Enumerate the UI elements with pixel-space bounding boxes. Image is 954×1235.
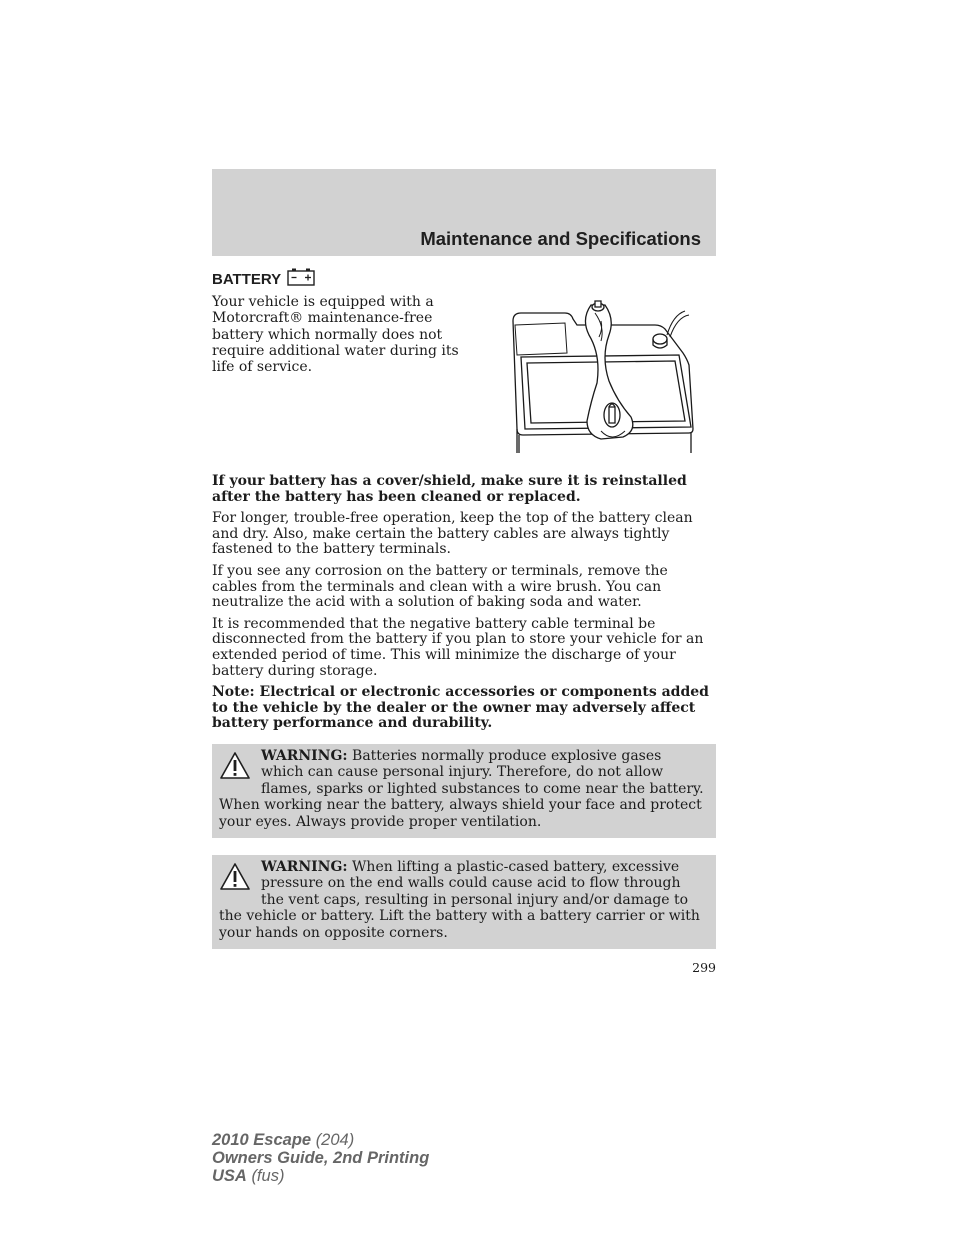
footer-market-line	[212, 1167, 429, 1185]
paragraph-storage: It is recommended that the negative battery cable terminal be disconnected from the battery if you plan to store your vehicle for an extended period of time. This will minimize the discharge of your battery during storage.	[212, 615, 704, 679]
battery-hold-down-illustration	[505, 295, 700, 459]
battery-care-text	[212, 474, 716, 738]
footer-model-code: (204)	[315, 1131, 355, 1149]
warning-label: WARNING:	[261, 859, 348, 875]
battery-icon	[287, 268, 315, 290]
cover-shield-note: If your battery has a cover/shield, make sure it is reinstalled after the battery has been cleaned or replaced.	[212, 473, 687, 505]
document-footer	[212, 1131, 429, 1185]
accessories-note: Note: Electrical or electronic accessories or components added to the vehicle by the dealer or the owner may adversely affect battery performance and durability.	[212, 684, 709, 732]
page-number: 299	[692, 960, 716, 975]
warning-text: Batteries normally produce explosive gases which can cause personal injury. Therefore, do not allow flames, sparks or lighted substances to come near the battery. When working near the battery, always shield your face and protect your eyes. Always provide proper ventilation.	[219, 748, 704, 830]
warning-triangle-icon	[219, 862, 251, 892]
section-header-band	[212, 169, 716, 256]
paragraph-corrosion: If you see any corrosion on the battery or terminals, remove the cables from the terminals and clean with a wire brush. You can neutralize the acid with a solution of baking soda and water.	[212, 562, 668, 611]
footer-market: USA	[212, 1167, 247, 1185]
intro-paragraph: Your vehicle is equipped with a Motorcraft® maintenance-free battery which normally does not require additional water during its life of service.	[212, 294, 459, 376]
warning-box-lifting-battery	[212, 855, 716, 949]
footer-model-line	[212, 1131, 429, 1149]
footer-model: 2010 Escape	[212, 1131, 312, 1149]
warning-label: WARNING:	[261, 748, 348, 764]
paragraph-clean-dry: For longer, trouble-free operation, keep the top of the battery clean and dry. Also, make certain the battery cables are always tightly fastened to the battery terminals.	[212, 510, 693, 558]
battery-heading-text: BATTERY	[212, 270, 282, 288]
battery-heading	[212, 269, 315, 289]
warning-text: When lifting a plastic-cased battery, excessive pressure on the end walls could cause acid to flow through the vent caps, resulting in personal injury and/or damage to the vehicle or battery. Lift the battery with a battery carrier or with your hands on opposite corners.	[219, 859, 700, 941]
footer-market-code: (fus)	[251, 1167, 285, 1185]
warning-box-explosive-gases	[212, 744, 716, 838]
section-header-title: Maintenance and Specifications	[420, 228, 701, 249]
warning-triangle-icon	[219, 751, 251, 781]
footer-guide: Owners Guide, 2nd Printing	[212, 1149, 430, 1167]
